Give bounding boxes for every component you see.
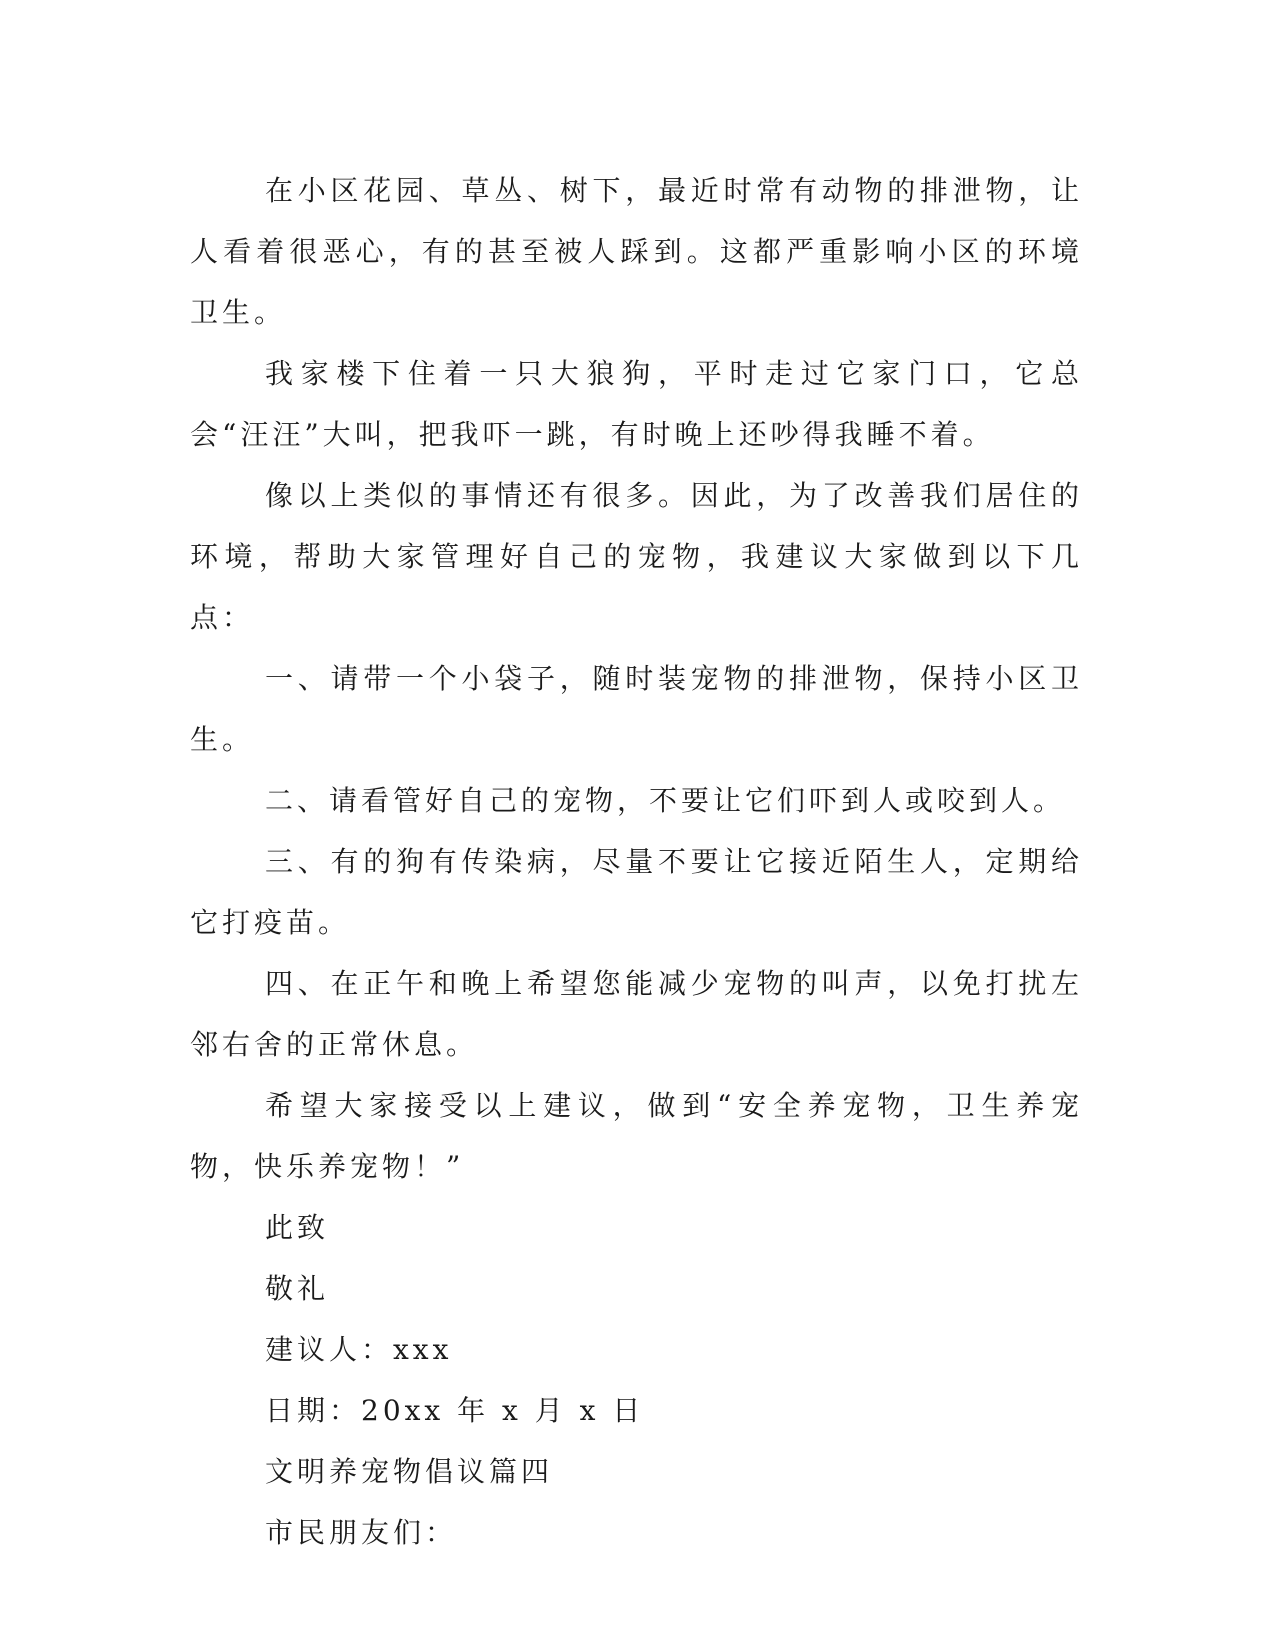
suggestion-item-2: 二、请看管好自己的宠物，不要让它们吓到人或咬到人。 [265, 784, 1066, 817]
paragraph-suggestions-intro: 像以上类似的事情还有很多。因此，为了改善我们居住的环境，帮助大家管理好自己的宠物，我建议大家做到以下几点： [190, 479, 1083, 634]
paragraph-garden-waste: 在小区花园、草丛、树下，最近时常有动物的排泄物，让人看着很恶心，有的甚至被人踩到。这都严重影响小区的环境卫生。 [190, 174, 1083, 329]
next-section-title: 文明养宠物倡议篇四 [265, 1455, 554, 1488]
paragraph-barking-dog: 我家楼下住着一只大狼狗，平时走过它家门口，它总会“汪汪”大叫，把我吓一跳，有时晚上还吵得我睡不着。 [190, 357, 1083, 451]
proposer-signature: 建议人：xxx [265, 1333, 453, 1366]
suggestion-item-4: 四、在正午和晚上希望您能减少宠物的叫声，以免打扰左邻右舍的正常休息。 [190, 967, 1083, 1061]
suggestion-item-1: 一、请带一个小袋子，随时装宠物的排泄物，保持小区卫生。 [190, 662, 1083, 756]
closing-regards: 敬礼 [265, 1272, 330, 1305]
closing-salutation: 此致 [265, 1211, 330, 1244]
paragraph-hope: 希望大家接受以上建议，做到“安全养宠物，卫生养宠物，快乐养宠物！” [190, 1089, 1083, 1183]
next-section-salutation: 市民朋友们： [265, 1516, 458, 1549]
document-body [190, 160, 1083, 1563]
suggestion-item-3: 三、有的狗有传染病，尽量不要让它接近陌生人，定期给它打疫苗。 [190, 845, 1083, 939]
document-date: 日期：20xx 年 x 月 x 日 [265, 1394, 645, 1427]
